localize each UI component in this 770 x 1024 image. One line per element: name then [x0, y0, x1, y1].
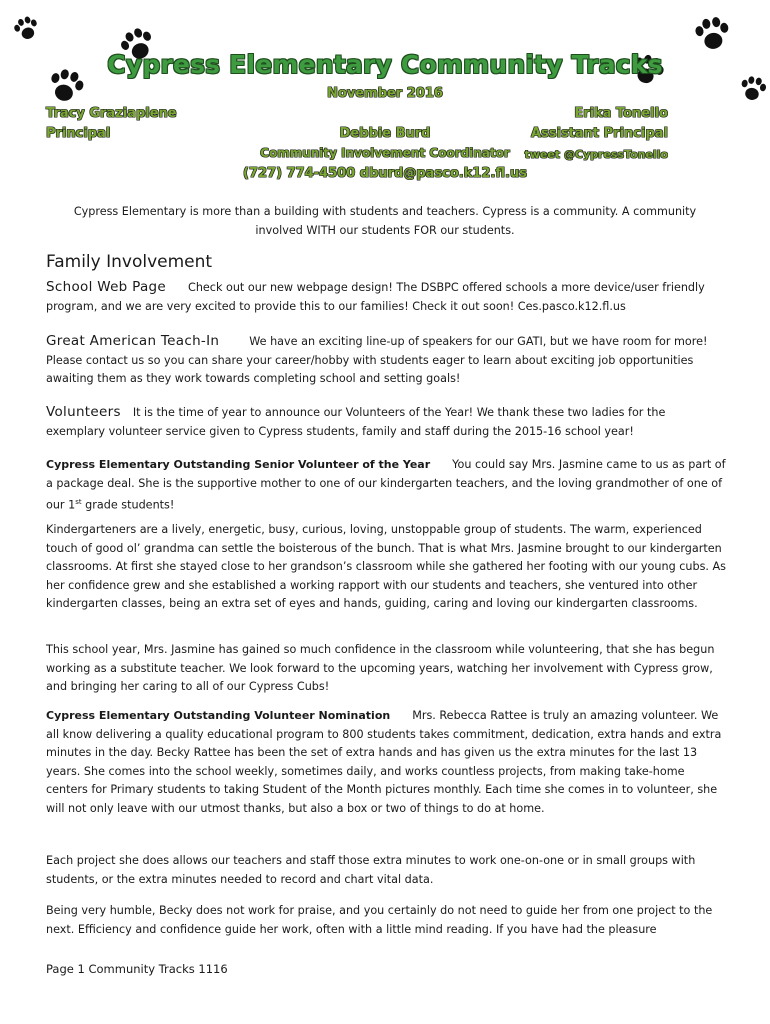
assistant-principal-twitter: tweet @CypressTonello — [524, 148, 668, 161]
paw-print-icon — [12, 14, 40, 42]
humble-paragraph: Being very humble, Becky does not work for praise, and you certainly do not need to guide her from one project to the next. Efficiency and confidence guide her work, often with a little mind reading. If you have had the pleasure — [46, 904, 713, 936]
newsletter-date: November 2016 — [327, 86, 443, 101]
volunteers-text: It is the time of year to announce our Volunteers of the Year! We thank these two ladies for the exemplary volunteer service given to Cypress students, family and staff during the 2015-16 school year! — [46, 406, 666, 438]
senior-volunteer-text-end: grade students! — [81, 498, 175, 512]
coordinator-contact: (727) 774-4500 dburd@pasco.k12.fl.us — [242, 166, 527, 181]
this-school-year-paragraph: This school year, Mrs. Jasmine has gained so much confidence in the classroom while volunteering, that she has begun working as a substitute teacher. We look forward to the upcoming years, watching her involvement with Cypress grow, and bringing her caring to all of our Cypress Cubs! — [46, 643, 715, 693]
school-web-page-block — [46, 278, 726, 316]
assistant-principal-title: Assistant Principal — [530, 126, 668, 141]
assistant-principal-name: Erika Tonello — [574, 106, 668, 121]
teach-in-text: We have an exciting line-up of speakers for our GATI, but we have room for more! Please contact us so you can share your career/hobby with students eager to learn about exciting job opportunities awaiting them as they work towards completing school and setting goals! — [46, 335, 708, 385]
section-heading: Family Involvement — [46, 252, 213, 272]
kindergarten-paragraph: Kindergarteners are a lively, energetic, busy, curious, loving, unstoppable group of students. The warm, experienced touch of good ol’ grandma can settle the boisterous of the bunch. That is what Mrs. Jasmine brought to our kindergarten classrooms. At first she stayed close to her grandson’s classroom while she gathered her footing with our young cubs. As her confidence grew and she established a working rapport with our students and teachers, she ventured into other kindergarten classes, being an extra set of eyes and hands, guiding, caring and loving our kindergarten classrooms. — [46, 523, 726, 610]
volunteers-block — [46, 403, 726, 441]
senior-volunteer-label: Cypress Elementary Outstanding Senior Volunteer of the Year — [46, 458, 431, 471]
coordinator-title: Community Involvement Coordinator — [260, 146, 510, 160]
teach-in-block — [46, 332, 726, 389]
volunteer-nomination-text: Mrs. Rebecca Rattee is truly an amazing volunteer. We all know delivering a quality educational program to 800 students takes commitment, dedication, extra hands and extra minutes in the day. Becky Rattee has been the set of extra hands and has given us the extra minutes for the last 13 years. She comes into the school weekly, sometimes daily, and works countless projects, from making take-home centers for Primary students to taking Student of the Month pictures monthly. Each time she comes in to volunteer, she will not only leave with our utmost thanks, but also a box or two of things to do at home. — [46, 709, 722, 815]
paw-print-icon — [692, 14, 732, 52]
teach-in-label: Great American Teach-In — [46, 333, 220, 349]
volunteers-label: Volunteers — [46, 404, 121, 420]
volunteer-nomination-label: Cypress Elementary Outstanding Volunteer Nomination — [46, 709, 391, 722]
senior-volunteer-text: You could say Mrs. Jasmine came to us as part of a package deal. She is the supportive mother to one of our kindergarten teachers, and the loving grandmother of one of our 1 — [46, 458, 726, 512]
principal-title: Principal — [46, 126, 111, 141]
page-footer: Page 1 Community Tracks 1116 — [46, 962, 228, 976]
ordinal-suffix: st — [75, 498, 82, 506]
school-web-page-text: Check out our new webpage design! The DSBPC offered schools a more device/user friendly program, and we are very excited to provide this to our families! Check it out soon! Ces.pasco.k12.fl.us — [46, 281, 705, 313]
school-web-page-label: School Web Page — [46, 279, 167, 295]
volunteer-nomination-block — [46, 707, 726, 818]
each-project-paragraph: Each project she does allows our teachers and staff those extra minutes to work one-on-one or in small groups with students, or the extra minutes needed to record and chart vital data. — [46, 854, 696, 886]
coordinator-name: Debbie Burd — [339, 126, 431, 141]
principal-name: Tracy Graziaplene — [46, 106, 177, 121]
newsletter-title: Cypress Elementary Community Tracks — [107, 50, 663, 79]
intro-text: Cypress Elementary is more than a building with students and teachers. Cypress is a community. A community involved WITH our students FOR our students. — [73, 205, 697, 237]
senior-volunteer-block — [46, 456, 726, 515]
